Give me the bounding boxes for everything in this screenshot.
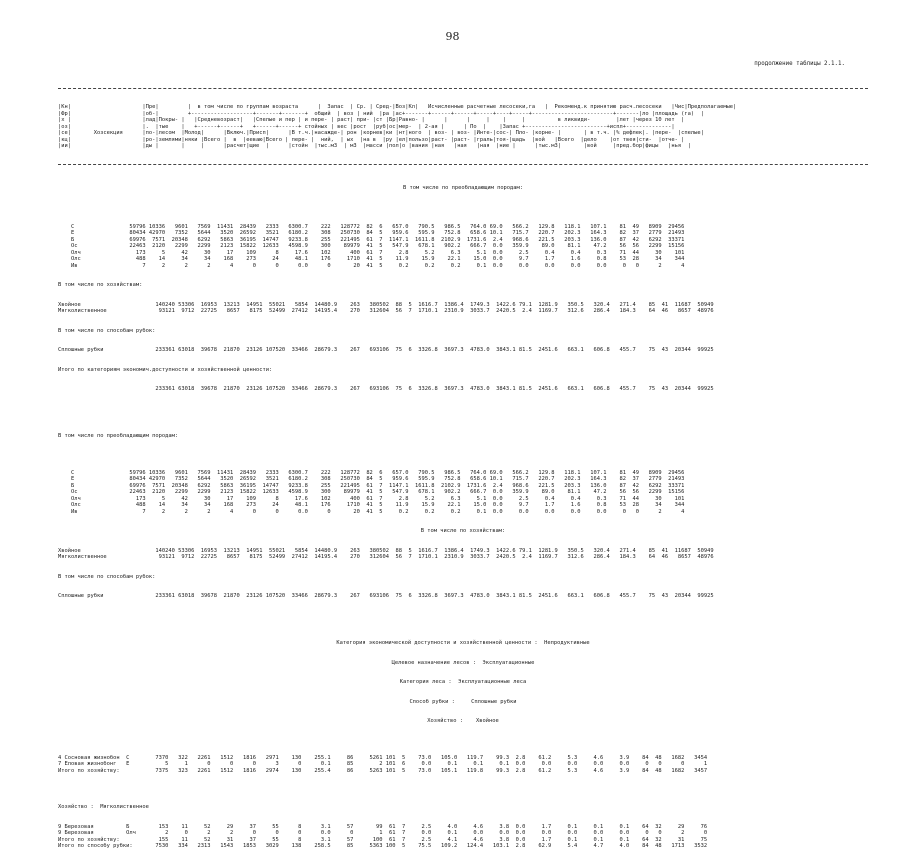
table-row: Б 69976 7571 20348 6292 5863 36195 14747 9233.8 255 221495 61 7 1147.1 1611.8 2102.9 1731.6 2.4 968.6 221.5 203.3 136.0 87 42 6292 33371 <box>58 482 685 489</box>
table-row: Сплошные рубки 233361 63018 39678 21870 23126 107520 33466 28679.3 267 693106 75 6 3326.8 3697.3 4783.0 3843.1 81.5 2451.6 663.1 606.8 455.7 75 43 20344 99925 <box>58 593 714 599</box>
header-line: |кц| |ро-|землями|няки |Всего | в |ееваю|Всего | пере- | ний, | ых |на в |ру |ел|пользо|раст- |раст- |граль|тоя-|щадь |вой |Всего |дело |от твея|сти- |отче- | <box>58 136 685 143</box>
table-row: Итого по хозяйству: 155 11 52 31 37 55 8 3.1 57 100 61 7 2.5 4.1 4.6 3.8 0.0 1.7 0.1 0.1 0.1 64 32 31 75 <box>58 836 708 843</box>
header-line: |се| Хозсекция |по-|лесом |Молод| |Включ.|Присп| |В т.ч.|насажде-| рон |корнев|ки |нт|ного | воз- | воз- |Инте-|сос-| Пло- |корне- | | в т.ч. |% дефлек|. |пере- |спелые| <box>58 130 704 136</box>
accessibility-rows <box>58 386 868 393</box>
method-rows-1 <box>58 347 868 354</box>
forest-table <box>58 74 868 856</box>
table-row: Мягколиственное 93121 9712 22725 8657 8175 52499 27412 14195.4 270 312604 56 7 1710.1 2310.9 3033.7 2420.5 2.4 1169.7 312.6 286.4 184.3 64 46 8657 48976 <box>58 554 714 560</box>
section-title-accessibility: Итого по категориям экономич.доступности и хозяйственной ценности: <box>58 366 273 373</box>
table-row: 9 Березовая Олч 2 0 2 2 0 0 0 0.0 0 1 61 7 0.0 0.1 0.0 0.0 0.0 0.0 0.0 0.0 0.0 0 0 2 0 <box>58 830 708 836</box>
table-row: С 59796 10336 9601 7569 11431 28439 2333 6300.7 222 128772 82 6 657.0 790.5 986.5 764.0 69.0 566.2 129.8 118.1 107.1 81 49 8909 29456 <box>58 223 685 230</box>
method-rows-2 <box>58 593 868 600</box>
table-header-rule <box>58 164 868 165</box>
table-top-rule <box>58 88 868 89</box>
farm-title-2: Хозяйство : Мягколиственное <box>58 804 149 810</box>
section-title-farms-1: В том числе по хозяйствам: <box>58 282 143 288</box>
table-row: Итого по способу рубки: 7530 334 2313 1543 1853 3029 138 258.5 85 5363 100 5 75.5 109.2 124.4 103.1 2.8 62.9 5.4 4.7 4.0 84 48 1713 3532 <box>58 843 708 849</box>
table-row: 4 Сосновая жизнобон С 7370 322 2261 1512 1816 2971 130 255.1 86 5261 101 5 73.0 105.0 119.7 99.3 2.8 61.2 5.3 4.6 3.9 84 48 1682 3454 <box>58 754 708 761</box>
table-row: Хвойное 140240 53306 16953 13213 14951 55021 5854 14480.9 263 380502 88 5 1616.7 1386.4 1749.3 1422.6 79.1 1281.9 350.5 320.4 271.4 85 41 11687 50949 <box>58 301 714 308</box>
table-row: Е 80434 42970 7352 5644 3520 26592 3521 6180.2 308 250730 84 5 959.6 595.9 752.8 658.6 10.1 715.7 220.7 202.3 164.3 82 37 2779 21493 <box>58 230 685 236</box>
category-method: Способ рубки : Сплошные рубки <box>409 698 517 705</box>
table-row: Ив 7 2 2 2 4 0 0 0.0 0 20 41 5 0.2 0.2 0.2 0.1 0.0 0.0 0.0 0.0 0.0 0 0 2 4 <box>58 262 685 269</box>
table-row: Ос 22463 2120 2299 2299 2123 15822 12633 4598.9 300 89979 41 5 547.9 678.1 902.2 666.7 0.0 359.9 89.0 81.1 47.2 56 56 2299 15156 <box>58 489 685 495</box>
table-row: Б 69976 7571 20348 6292 5863 36195 14747 9233.8 255 221495 61 7 1147.1 1611.8 2102.9 1731.6 2.4 968.6 221.5 203.3 136.0 87 42 6292 33371 <box>58 236 685 243</box>
table-row: С 59796 10336 9601 7569 11431 28439 2333 6300.7 222 128772 82 6 657.0 790.5 986.5 764.0 69.0 566.2 129.8 118.1 107.1 81 49 8909 29456 <box>58 469 685 476</box>
section-title-breeds-2: В том числе по преобладающим породам: <box>58 433 179 439</box>
table-row: Олс 488 14 34 34 168 273 24 48.1 176 1710 41 5 11.9 15.9 22.1 15.0 0.0 9.7 1.7 1.6 0.8 53 28 34 344 <box>58 256 685 262</box>
breed-rows-2 <box>58 470 868 516</box>
table-row: Ив 7 2 2 2 4 0 0 0.0 0 20 41 5 0.2 0.2 0.2 0.1 0.0 0.0 0.0 0.0 0.0 0 0 2 4 <box>58 508 685 515</box>
header-line: |х | |лад|Покры- | |Средневозраст| |Спелые и пер | и пере- | раст| при- |ст |Бр|Равно- | | | | | | в ликвиди- |лет |через 10 лет | <box>58 117 685 123</box>
section-title-breeds-1: В том числе по преобладающим породам: <box>402 185 524 191</box>
farm-detail-rows-2 <box>58 824 868 850</box>
table-row: Хвойное 140240 53306 16953 13213 14951 55021 5854 14480.9 263 380502 88 5 1616.7 1386.4 1749.3 1422.6 79.1 1281.9 350.5 320.4 271.4 85 41 11687 50949 <box>58 547 714 554</box>
category-accessibility: Категория экономической доступности и хозяйственной ценности : Непродуктивные <box>336 640 590 646</box>
category-farm: Хозяйство : Хвойное <box>427 718 499 724</box>
table-row: Ос 22463 2120 2299 2299 2123 15822 12633 4598.9 300 89979 41 5 547.9 678.1 902.2 666.7 0.0 359.9 89.0 81.1 47.2 56 56 2299 15156 <box>58 243 685 249</box>
category-purpose: Целевое назначение лесов : Эксплуатационные <box>391 659 535 666</box>
farm-rows-1 <box>58 302 868 315</box>
table-row: 7 Еловая жизнобонг Е 5 1 0 0 0 3 0 0.1 85 2 101 6 0.0 0.1 0.1 0.1 0.0 0.0 0.0 0.0 0.0 0 0 0 1 <box>58 761 708 767</box>
header-line: |Фр| |об-| +-------------------+-------+-------+ общий | воз | ний |ра |ас+-------+------+------+-----+----+-----+-------------------------+-------|ло |площадь (га) | <box>58 110 704 117</box>
table-row: 233361 63018 39678 21870 23126 107520 33466 28679.3 267 693106 75 6 3326.8 3697.3 4783.0 3843.1 81.5 2451.6 663.1 606.8 455.7 75 43 20344 99925 <box>58 386 714 392</box>
table-row: 9 Березовая Б 153 11 52 29 37 55 8 3.1 57 99 61 7 2.5 4.0 4.6 3.8 0.0 1.7 0.1 0.1 0.1 64 32 29 76 <box>58 823 708 830</box>
table-row: Сплошные рубки 233361 63018 39678 21870 23126 107520 33466 28679.3 267 693106 75 6 3326.8 3697.3 4783.0 3843.1 81.5 2451.6 663.1 606.8 455.7 75 43 20344 99925 <box>58 347 714 353</box>
table-row: Олч 173 5 42 30 17 109 8 17.6 102 400 61 7 2.8 5.2 6.3 5.1 0.0 2.5 0.4 0.4 0.3 71 44 30 101 <box>58 495 685 502</box>
header-line: |Кн| |Пре| | в том числе по группам возраста | Запас | Ср. | Сред-|Воз|Кл| Исчисленные расчетные лесосеки,га | Рекоменд.к принятию расч.лесосеки |Чис|Предполагаемые| <box>58 104 737 110</box>
header-line: |оз| |. |тые | +------+------+ +------+------+ стойных | вес |рост |руб|ос|мер- | 2-ая | | По | |Запас +-------------------------+испл+--------------| <box>58 123 675 130</box>
table-row: Олс 488 14 34 34 168 273 24 48.1 176 1710 41 5 11.9 15.9 22.1 15.0 0.0 9.7 1.7 1.6 0.8 53 28 34 344 <box>58 502 685 508</box>
category-forest: Категория леса : Эксплуатационные леса <box>399 679 527 685</box>
table-row: Олч 173 5 42 30 17 109 8 17.6 102 400 61 7 2.8 5.2 6.3 5.1 0.0 2.5 0.4 0.4 0.3 71 44 30 101 <box>58 249 685 256</box>
table-row: Итого по хозяйству: 7375 323 2261 1512 1816 2974 130 255.4 86 5263 101 5 73.0 105.1 119.8 99.3 2.8 61.2 5.3 4.6 3.9 84 48 1682 3457 <box>58 767 708 774</box>
table-row: Е 80434 42970 7352 5644 3520 26592 3521 6180.2 308 250730 84 5 959.6 595.9 752.8 658.6 10.1 715.7 220.7 202.3 164.3 82 37 2779 21493 <box>58 476 685 482</box>
section-title-methods-2: В том числе по способам рубок: <box>58 573 156 580</box>
farm-rows-2 <box>58 548 868 561</box>
table-continuation-note: продолжение таблицы 2.1.1. <box>754 61 845 67</box>
table-header <box>58 104 868 150</box>
page-number: 98 <box>445 30 460 43</box>
breed-rows-1 <box>58 224 868 270</box>
header-line: |ии| |ды | | | |расчет|щие | |стойн |тыс.м3 | м3 |масси |пол|о |вания |ная |ная |ная |ние | |тыс.м3| |вой |пред.бор|фицы |нья | <box>58 143 691 149</box>
table-row: Мягколиственное 93121 9712 22725 8657 8175 52499 27412 14195.4 270 312604 56 7 1710.1 2310.9 3033.7 2420.5 2.4 1169.7 312.6 286.4 184.3 64 46 8657 48976 <box>58 308 714 314</box>
section-title-methods-1: В том числе по способам рубок: <box>58 327 156 334</box>
farm-detail-rows-1 <box>58 755 868 775</box>
section-title-farms-2: В том числе по хозяйствам: <box>420 528 506 534</box>
